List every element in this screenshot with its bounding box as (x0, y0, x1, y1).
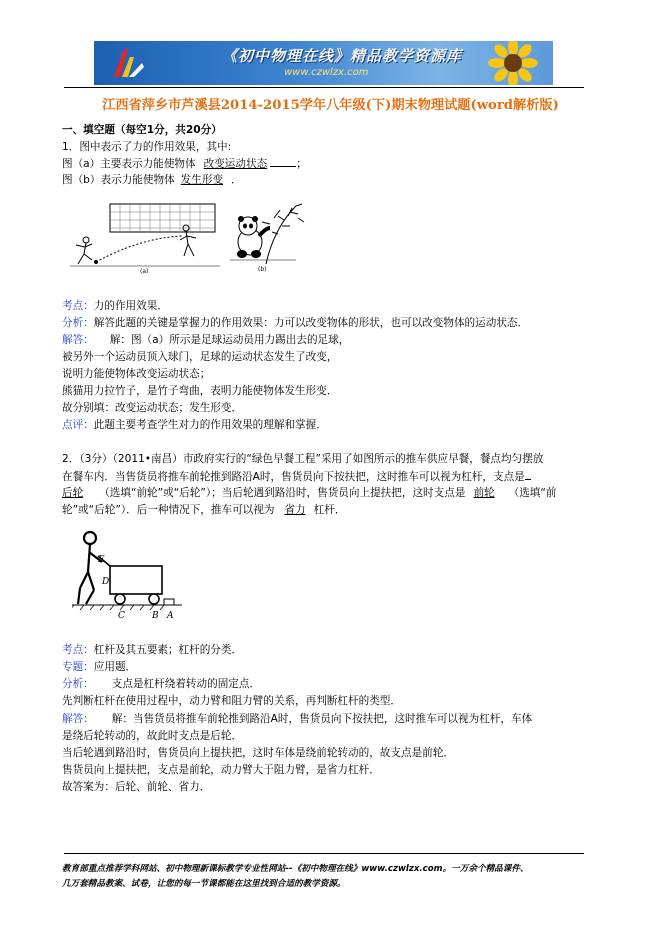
q2-line3-suffix: （选填“前 (508, 487, 557, 499)
q1-b-prefix: 图（b）表示力能使物体 (62, 174, 175, 186)
q2-line4 (62, 503, 345, 518)
footer-rule (64, 853, 584, 854)
figure-b-caption: (b) (258, 266, 267, 273)
q1-line-a (62, 156, 307, 172)
site-logo-icon (112, 47, 146, 79)
q2-line2 (62, 469, 531, 485)
figure-a-soccer (70, 198, 222, 274)
q2-answer-1: 后轮 (62, 487, 84, 499)
footer-line2: 几万套精品教案、试卷，让您的每一节课都能在这里找到合适的教学资源。 (62, 879, 346, 889)
q1-kaodian-text: 力的作用效果． (93, 300, 168, 312)
footer-line1: 教育部重点推荐学科网站、初中物理新课标教学专业性网站--《初中物理在线》www.czwlzx.com。一万余个精品课件、 (62, 864, 529, 874)
label-D: D (102, 577, 110, 587)
q2-jieda (62, 712, 532, 727)
q2-line3-text: （选填“前轮”或“后轮”）；当后轮遇到路沿时，售货员向上提扶把，这时支点是 (99, 487, 466, 499)
q1-dianping-text: 此题主要考查学生对力的作用效果的理解和掌握． (93, 419, 327, 431)
section-heading: 一、填空题（每空1分，共20分） (62, 124, 222, 136)
label-jieda: 解答： (62, 334, 94, 346)
q1-a-prefix: 图（a）主要表示力能使物体 (62, 158, 196, 170)
label-B: B (152, 611, 159, 621)
blank-line (270, 156, 296, 167)
figure-a-caption: (a) (140, 268, 149, 274)
page-title: 江西省萍乡市芦溪县2014-2015学年八年级(下)期末物理试题(word解析版) (102, 98, 559, 113)
q2-line1: 2．（3分）（2011•南昌）市政府实行的“绿色早餐工程”采用了如图所示的推车供应早餐，餐点均匀摆放 (62, 453, 544, 465)
q2-jieda-text4: 售货员向上提扶把，支点是前轮，动力臂大于阻力臂，是省力杠杆． (62, 764, 380, 776)
q2-line4-suffix: 杠杆． (313, 504, 346, 516)
q1-jieda (62, 333, 349, 348)
label-kaodian: 考点： (62, 644, 94, 656)
q1-fenxi (62, 316, 528, 331)
figure-cart (72, 526, 184, 622)
label-E: E (98, 555, 105, 565)
q2-jieda-text5: 故答案为：后轮、前轮、省力． (62, 781, 211, 793)
q2-zhuanti (62, 660, 136, 675)
q1-b-answer: 发生形变 (180, 174, 224, 186)
q2-line3 (62, 486, 557, 501)
sunflower-icon (479, 41, 549, 85)
q1-a-suffix: ； (296, 158, 307, 170)
q1-kaodian (62, 299, 168, 314)
q1-jieda-text5: 故分别填：改变运动状态；发生形变． (62, 402, 243, 414)
q2-jieda-text2: 是绕后轮转动的，故此时支点是后轮． (62, 730, 243, 742)
q1-jieda-text2: 被另外一个运动员顶入球门，足球的运动状态发生了改变， (62, 351, 338, 363)
q1-fenxi-text: 解答此题的关键是掌握力的作用效果：力可以改变物体的形状，也可以改变物体的运动状态． (93, 317, 529, 329)
q1-a-answer: 改变运动状态 (203, 158, 268, 170)
q2-line2-text: 在餐车内．当售货员将推车前轮推到路沿A时，售货员向下按扶把，这时推车可以视为杠杆，支点是 (62, 471, 525, 483)
q2-fenxi-text: 支点是杠杆绕着转动的固定点． (111, 678, 261, 690)
header-rule (64, 87, 584, 88)
label-kaodian: 考点： (62, 300, 94, 312)
label-jieda: 解答： (62, 713, 94, 725)
q1-b-suffix: ． (231, 174, 242, 186)
blank-line (525, 469, 531, 480)
figure-b-panda (226, 198, 308, 274)
q2-kaodian (62, 643, 242, 658)
q1-jieda-text3: 说明力能使物体改变运动状态； (62, 368, 211, 380)
q1-line-b (62, 173, 242, 188)
q2-answer-3: 省力 (284, 504, 306, 516)
label-zhuanti: 专题： (62, 661, 94, 673)
q2-fenxi (62, 677, 260, 692)
q2-zhuanti-text: 应用题． (93, 661, 137, 673)
label-C: C (118, 611, 125, 621)
header-banner (94, 41, 553, 85)
label-fenxi: 分析： (62, 317, 94, 329)
q2-fenxi-text2: 先判断杠杆在使用过程中，动力臂和阻力臂的关系，再判断杠杆的类型． (62, 695, 401, 707)
label-A: A (167, 611, 174, 621)
q2-line4-text: 轮”或“后轮”）．后一种情况下，推车可以视为 (62, 504, 275, 516)
banner-title: 《初中物理在线》精品教学资源库 (222, 47, 463, 65)
q2-jieda-text1: 解：当售货员将推车前轮推到路沿A时，售货员向下按扶把，这时推车可以视为杠杆，车体 (111, 713, 533, 725)
q1-dianping (62, 418, 327, 433)
q1-jieda-text1: 解：图（a）所示是足球运动员用力踢出去的足球， (109, 334, 350, 346)
q1-stem: 1．图中表示了力的作用效果，其中: (62, 141, 232, 153)
label-dianping: 点评： (62, 419, 94, 431)
q2-kaodian-text: 杠杆及其五要素；杠杆的分类． (93, 644, 243, 656)
banner-url: www.czwlzx.com (284, 67, 369, 78)
q2-jieda-text3: 当后轮遇到路沿时，售货员向上提扶把，这时车体是绕前轮转动的，故支点是前轮． (62, 747, 454, 759)
q1-jieda-text4: 熊猫用力拉竹子，是竹子弯曲，表明力能使物体发生形变． (62, 385, 338, 397)
q2-answer-2: 前轮 (473, 487, 495, 499)
label-fenxi: 分析： (62, 678, 94, 690)
